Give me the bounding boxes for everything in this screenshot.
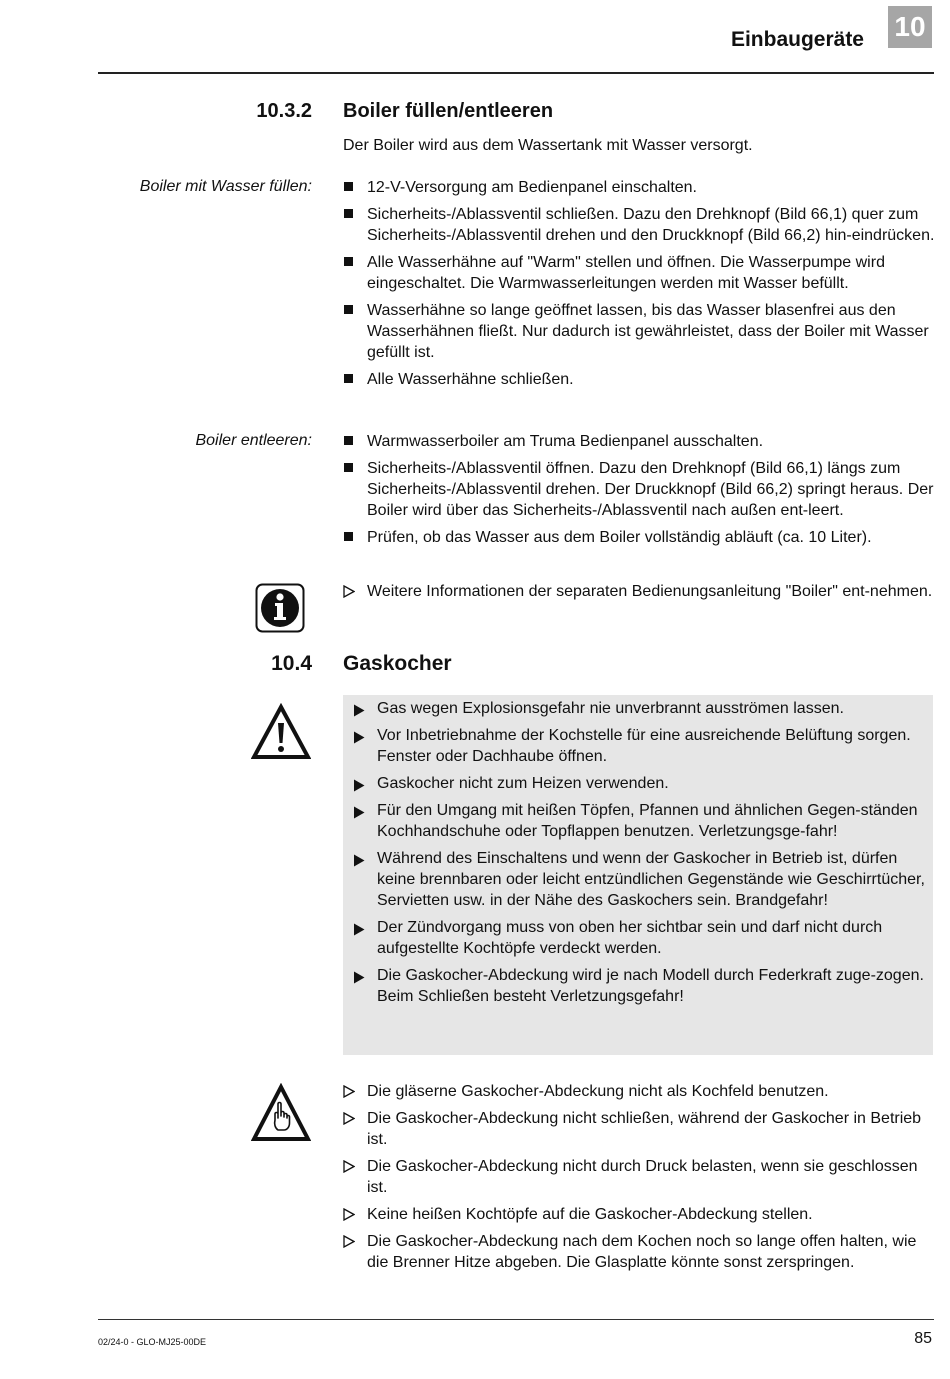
drain-label: Boiler entleeren: (195, 432, 312, 449)
triangle-filled-icon (353, 702, 365, 723)
triangle-filled-icon (353, 777, 365, 798)
document-code: 02/24-0 - GLO-MJ25-00DE (98, 1337, 207, 1347)
list-item: Warmwasserboiler am Truma Bedienpanel ausschalten. (343, 431, 935, 452)
list-item: Weitere Informationen der separaten Bedienungsanleitung "Boiler" ent-nehmen. (343, 581, 935, 602)
list-item: Die gläserne Gaskocher-Abdeckung nicht als Kochfeld benutzen. (343, 1081, 935, 1102)
list-item: Die Gaskocher-Abdeckung nicht durch Druck belasten, wenn sie geschlossen ist. (343, 1156, 935, 1198)
list-item: Gaskocher nicht zum Heizen verwenden. (353, 773, 925, 794)
bullet-square-icon (344, 257, 353, 266)
footer-rule (98, 1319, 934, 1320)
notes-list (343, 1081, 935, 1279)
list-item: Für den Umgang mit heißen Töpfen, Pfannen und ähnlichen Gegen-ständen Kochhandschuhe oder Topflappen benutzen. Verletzungsge-fahr! (353, 800, 925, 842)
list-item: Keine heißen Kochtöpfe auf die Gaskocher-Abdeckung stellen. (343, 1204, 935, 1225)
bullet-square-icon (344, 182, 353, 191)
fill-label: Boiler mit Wasser füllen: (139, 178, 312, 195)
bullet-square-icon (344, 463, 353, 472)
section-intro: Der Boiler wird aus dem Wassertank mit Wasser versorgt. (343, 137, 753, 154)
list-item: Die Gaskocher-Abdeckung wird je nach Modell durch Federkraft zuge-zogen. Beim Schließen besteht Verletzungsgefahr! (353, 965, 925, 1007)
section-number-10-3-2: 10.3.2 (256, 100, 312, 122)
list-item: 12-V-Versorgung am Bedienpanel einschalten. (343, 177, 935, 198)
triangle-filled-icon (353, 729, 365, 750)
list-item: Vor Inbetriebnahme der Kochstelle für eine ausreichende Belüftung sorgen. Fenster oder Dachhaube öffnen. (353, 725, 925, 767)
chapter-number-badge: 10 (888, 6, 932, 48)
section-title-boiler: Boiler füllen/entleeren (343, 100, 554, 122)
list-item: Während des Einschaltens und wenn der Gaskocher in Betrieb ist, dürfen keine brennbaren oder leicht entzündlichen Gegenstände wie Geschirrtücher, Servietten usw. in der Nähe des Gaskochers sein. Brandgefahr! (353, 848, 925, 911)
page-number: 85 (914, 1330, 932, 1347)
list-item: Die Gaskocher-Abdeckung nach dem Kochen noch so lange offen halten, wie die Brenner Hitze abgeben. Die Glasplatte könnte sonst zerspringen. (343, 1231, 935, 1273)
triangle-filled-icon (353, 804, 365, 825)
bullet-square-icon (344, 305, 353, 314)
hand-caution-icon (251, 1083, 311, 1148)
bullet-square-icon (344, 209, 353, 218)
bullet-square-icon (344, 436, 353, 445)
section-title-gaskocher: Gaskocher (343, 652, 452, 675)
list-item: Prüfen, ob das Wasser aus dem Boiler vollständig abläuft (ca. 10 Liter). (343, 527, 935, 548)
list-item: Alle Wasserhähne schließen. (343, 369, 935, 390)
list-item: Die Gaskocher-Abdeckung nicht schließen, während der Gaskocher in Betrieb ist. (343, 1108, 935, 1150)
triangle-filled-icon (353, 921, 365, 942)
fill-steps-list (343, 177, 935, 396)
drain-steps-list (343, 431, 935, 554)
bullet-square-icon (344, 532, 353, 541)
section-number-10-4: 10.4 (271, 652, 312, 675)
warning-icon (251, 703, 311, 766)
chapter-title: Einbaugeräte (730, 28, 864, 51)
bullet-square-icon (344, 374, 353, 383)
triangle-filled-icon (353, 852, 365, 873)
list-item: Der Zündvorgang muss von oben her sichtbar sein und darf nicht durch aufgestellte Kochtöpfe verdeckt werden. (353, 917, 925, 959)
list-item: Gas wegen Explosionsgefahr nie unverbrannt ausströmen lassen. (353, 698, 925, 719)
list-item: Alle Wasserhähne auf "Warm" stellen und öffnen. Die Wasserpumpe wird eingeschaltet. Die Warmwasserleitungen werden mit Wasser befüllt. (343, 252, 935, 294)
warnings-list (353, 698, 925, 1013)
info-icon (255, 583, 305, 638)
list-item: Sicherheits-/Ablassventil öffnen. Dazu den Drehknopf (Bild 66,1) längs zum Sicherheits-/Ablassventil drehen. Der Druckknopf (Bild 66,2) springt heraus. Der Boiler wird über das Sicherheits-/Ablassventil nach außen ent-leert. (343, 458, 935, 521)
list-item: Sicherheits-/Ablassventil schließen. Dazu den Drehknopf (Bild 66,1) quer zum Sicherheits-/Ablassventil drehen und den Druckknopf (Bild 66,2) hin-eindrücken. (343, 204, 935, 246)
triangle-filled-icon (353, 969, 365, 990)
info-note-list (343, 581, 935, 608)
list-item: Wasserhähne so lange geöffnet lassen, bis das Wasser blasenfrei aus den Wasserhähnen fließt. Nur dadurch ist gewährleistet, dass der Boiler mit Wasser gefüllt ist. (343, 300, 935, 363)
header-rule (98, 72, 934, 74)
